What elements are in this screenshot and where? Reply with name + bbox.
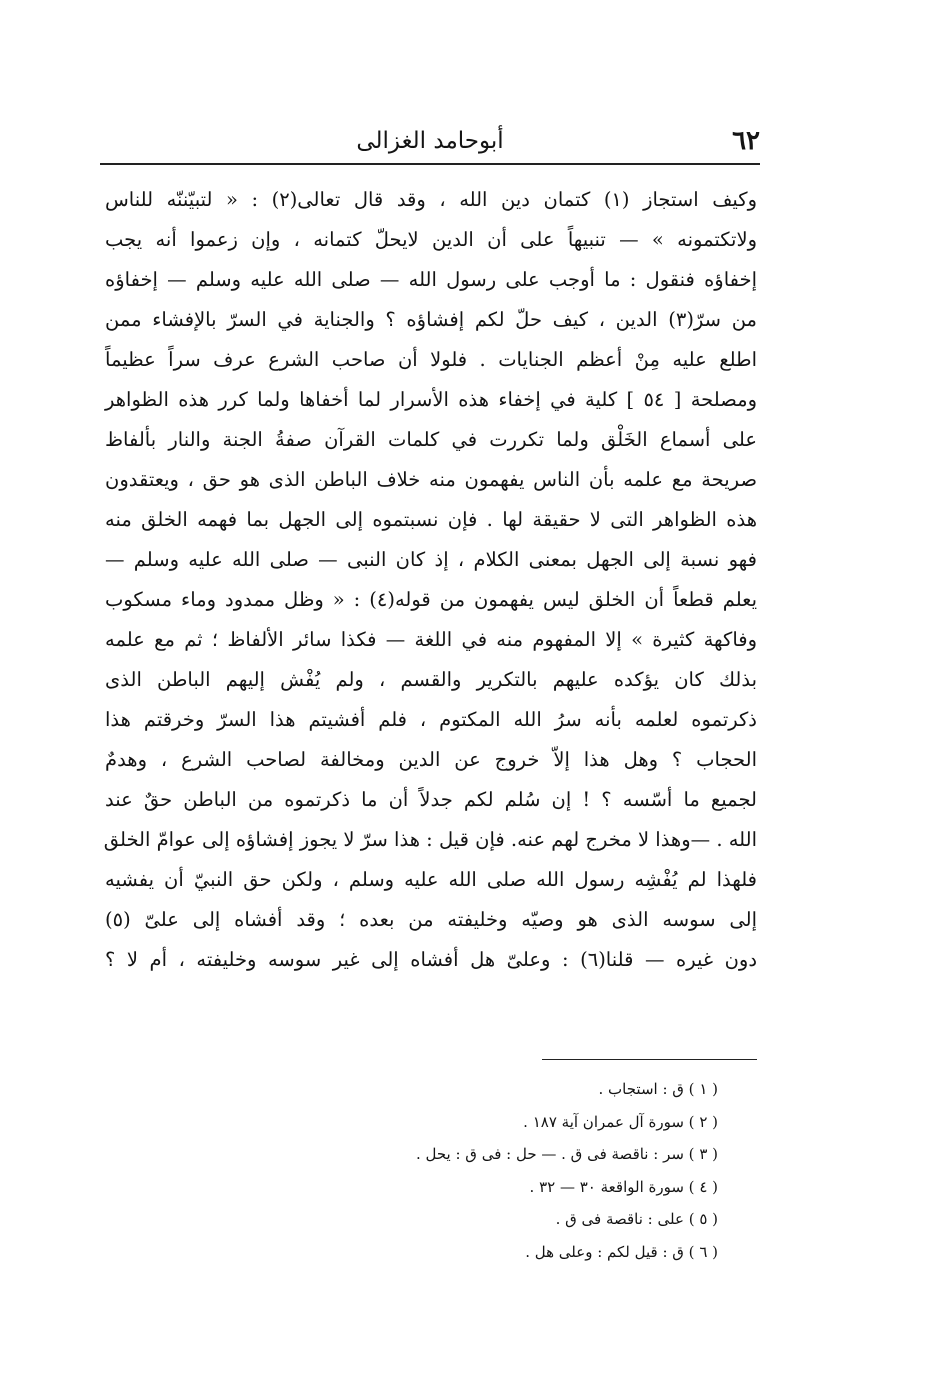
footnote-5: ( ٥ ) على : ناقصة فى ق . (555, 1210, 718, 1228)
footnotes (300, 1073, 718, 1268)
body-line: لجميع ما أسّسه ؟ ! إن سُلم لكم جدلاً أن ما ذكرتموه من الباطن حقٌ عند (105, 788, 757, 811)
body-line: هذه الظواهر التى لا حقيقة لها . فإن نسبتموه إلى الجهل بما فهمه الخلق منه (105, 508, 757, 531)
body-line: يعلم قطعاً أن الخلق ليس يفهمون من قوله(٤) : « وظل ممدود وماء مسكوب (105, 588, 757, 611)
body-line: صريحة مع علمه بأن الناس يفهمون منه خلاف الباطن الذى هو حق ، ويعتقدون (105, 468, 757, 491)
body-line: فهو نسبة إلى الجهل بمعنى الكلام ، إذ كان النبى — صلى الله عليه وسلم — (105, 548, 757, 571)
body-line: وفاكهة كثيرة » إلا المفهوم منه في اللغة — فكذا سائر الألفاظ ؛ ثم مع علمه (105, 628, 757, 651)
body-line: الله . —وهذا لا مخرج لهم عنه. فإن قيل : هذا سرّ لا يجوز إفشاؤه إلى عوامّ الخلق (103, 828, 757, 851)
header-rule (100, 163, 760, 165)
body-line: فلهذا لم يُفْشِه رسول الله صلى الله عليه وسلم ، ولكن حق النبيّ أن يفشيه (105, 868, 757, 891)
page-number: ٦٢ (732, 126, 760, 156)
body-line: اطلع عليه مِنْ أعظم الجنايات . فلولا أن صاحب الشرع عرف سراً عظيماً (105, 348, 757, 371)
body-line: ولاتكتمونه » — تنبيهاً على أن الدين لايحلّ كتمانه ، وإن زعموا أنه يجب (105, 228, 757, 251)
footnote-1: ( ١ ) ق : استجاب . (598, 1080, 718, 1098)
body-line: ومصلحة [ ٥٤ ] كلية في إخفاء هذه الأسرار لما أخفاها ولما كرر هذه الظواهر (105, 388, 757, 411)
footnote-rule (542, 1059, 757, 1060)
body-line: وكيف استجاز (١) كتمان دين الله ، وقد قال تعالى(٢) : « لتبيّننّه للناس (105, 188, 757, 211)
body-line: دون غيره — قلنا(٦) : وعلىّ هل أفشاه إلى غير سوسه وخليفته ، أم لا ؟ (105, 948, 757, 971)
body-line: من سرّ(٣) الدين ، كيف حلّ لكم إفشاؤه ؟ والجناية في السرّ بالإفشاء ممن (105, 308, 757, 331)
body-line: على أسماع الخَلْق ولما تكررت في كلمات القرآن صفةُ الجنة والنار بألفاظ (105, 428, 757, 451)
footnote-3: ( ٣ ) سر : ناقصة فى ق . — حل : فى ق : يحل . (415, 1145, 718, 1163)
body-line: إخفاؤه فنقول : ما أوجب على رسول الله — صلى الله عليه وسلم — إخفاؤه (105, 268, 757, 291)
body-line: بذلك كان يؤكده عليهم بالتكرير والقسم ، ولم يُفْش إليهم الباطن الذى (105, 668, 757, 691)
body-text (105, 180, 757, 980)
body-line: ذكرتموه لعلمه بأنه سرُ الله المكتوم ، فلم أفشيتم هذا السرّ وخرقتم هذا (105, 708, 757, 731)
running-title: أبوحامد الغزالى (356, 128, 504, 154)
footnote-4: ( ٤ ) سورة الواقعة ٣٠ — ٣٢ . (529, 1177, 718, 1196)
footnote-6: ( ٦ ) ق : قيل لكم : وعلى هل . (525, 1242, 718, 1261)
body-line: الحجاب ؟ وهل هذا إلاّ خروج عن الدين ومخالفة لصاحب الشرع ، وهدمٌ (105, 748, 757, 771)
footnote-2: ( ٢ ) سورة آل عمران آية ١٨٧ . (523, 1112, 718, 1131)
body-line: إلى سوسه الذى هو وصيّه وخليفته من بعده ؛ وقد أفشاه إلى علىّ (٥) (105, 908, 757, 931)
